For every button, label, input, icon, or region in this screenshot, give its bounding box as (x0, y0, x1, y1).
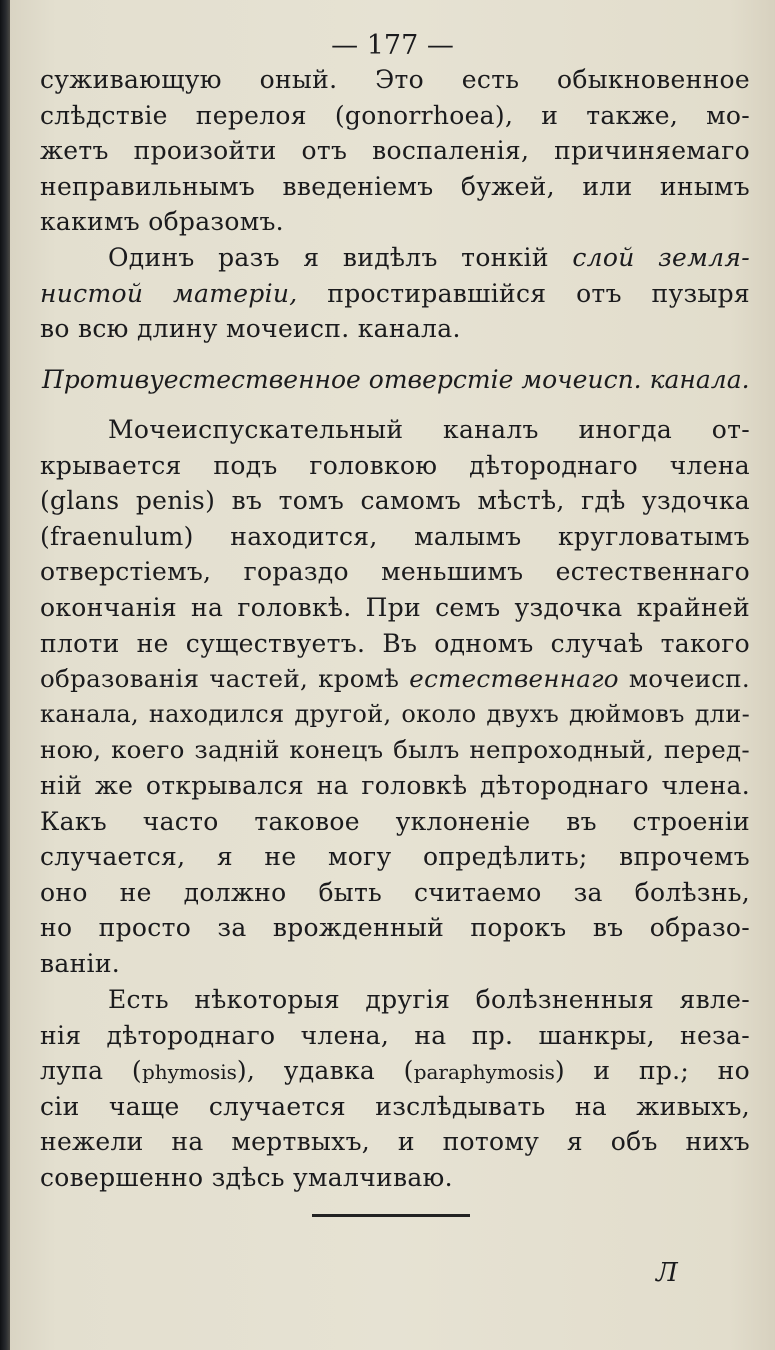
text-fragment: образованія частей, кромѣ (40, 664, 410, 694)
text-fragment: ), удавка ( (236, 1056, 414, 1086)
text-line-last: совершенно здѣсь умалчиваю. (40, 1162, 453, 1192)
text-line: суживающую оный. Это есть обыкновенное (40, 65, 750, 94)
text-line: но просто за врожденный порокъ въ образо- (40, 913, 750, 943)
book-gutter-edge (0, 0, 10, 1350)
text-fragment: Одинъ разъ я видѣлъ тонкій (108, 243, 573, 272)
text-line: крывается подъ головкою дѣтороднаго члена (40, 450, 750, 480)
text-fragment: простиравшійся отъ пузыря (297, 278, 750, 308)
text-fragment: ) и пр.; но (554, 1056, 750, 1086)
latin-term: phymosis (141, 1060, 237, 1085)
text-line: слѣдствіе перелоя (gonorrhoea), и также, мо- (40, 100, 750, 130)
text-line: ній же открывался на головкѣ дѣтороднаго члена. (40, 770, 750, 800)
text-line: случается, я не могу опредѣлить; впрочемъ (40, 842, 750, 872)
paragraph-3 (40, 412, 750, 982)
paragraph-2 (40, 240, 750, 347)
text-line: сіи чаще случается изслѣдывать на живыхъ, (40, 1091, 750, 1121)
paragraph-1 (40, 62, 750, 240)
italic-fragment: слой земля- (572, 243, 750, 272)
text-line (108, 240, 750, 276)
text-line: (fraenulum) находится, малымъ кругловатымъ (40, 521, 750, 551)
text-line (40, 661, 750, 697)
text-fragment: лупа ( (40, 1056, 142, 1086)
text-line: окончанія на головкѣ. При семъ уздочка крайней (40, 592, 750, 622)
text-line: Какъ часто таковое уклоненіе въ строеніи (40, 806, 750, 836)
text-line: отверстіемъ, гораздо меньшимъ естественнаго (40, 557, 750, 587)
section-heading: Противуестественное отверстіе мочеисп. канала. (42, 365, 750, 394)
italic-fragment: естественнаго (409, 664, 619, 694)
latin-term: paraphymosis (413, 1060, 555, 1085)
text-line: канала, находился другой, около двухъ дюймовъ дли- (40, 699, 750, 728)
text-fragment: мочеисп. (618, 664, 750, 694)
book-page (10, 0, 775, 1350)
text-line: (glans penis) въ томъ самомъ мѣстѣ, гдѣ уздочка (40, 486, 750, 516)
text-line-last: ваніи. (40, 948, 121, 978)
text-line: Мочеиспускательный каналъ иногда от- (108, 415, 750, 444)
text-line (40, 276, 750, 312)
text-line: оно не должно быть считаемо за болѣзнь, (40, 877, 750, 907)
italic-fragment: нистой матеріи, (40, 278, 298, 308)
text-line: плоти не существуетъ. Въ одномъ случаѣ такого (40, 628, 750, 658)
text-line (40, 1053, 750, 1089)
text-line-last: какимъ образомъ. (40, 207, 284, 237)
text-line-last: во всю длину мочеисп. канала. (40, 314, 461, 344)
text-line: Есть нѣкоторыя другія болѣзненныя явле- (108, 985, 750, 1014)
page-number: — 177 — (331, 30, 454, 61)
catchword: Л (656, 1258, 678, 1288)
text-line: нія дѣтороднаго члена, на пр. шанкры, неза- (40, 1020, 750, 1050)
text-line: неправильнымъ введеніемъ бужей, или инымъ (40, 171, 750, 201)
text-line: ною, коего задній конецъ былъ непроходный, перед- (40, 735, 750, 765)
section-divider-rule (312, 1214, 470, 1217)
paragraph-4 (40, 982, 750, 1196)
text-line: нежели на мертвыхъ, и потому я объ нихъ (40, 1127, 750, 1157)
text-line: жетъ произойти отъ воспаленія, причиняемаго (40, 136, 750, 166)
